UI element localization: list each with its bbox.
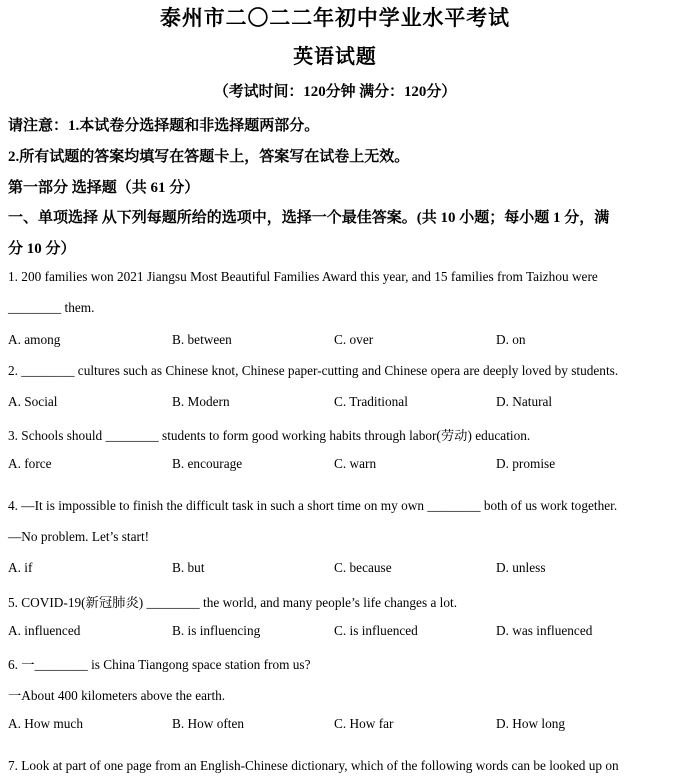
question-4-text: 4. —It is impossible to finish the difficult task in such a short time on my own ________ both of us work together. <box>8 498 618 513</box>
option-a[interactable]: A. force <box>8 456 52 471</box>
section-instruction-line-1: 一、单项选择 从下列每题所给的选项中，选择一个最佳答案。(共 10 小题；每小题 1 分，满 <box>8 210 610 226</box>
question-1-text: 1. 200 families won 2021 Jiangsu Most Beautiful Families Award this year, and 15 families from Taizhou were <box>8 269 598 284</box>
question-2-options <box>0 394 674 412</box>
question-2-text: 2. ________ cultures such as Chinese knot, Chinese paper-cutting and Chinese opera are deeply loved by students. <box>8 363 619 378</box>
option-b[interactable]: B. Modern <box>172 394 230 409</box>
question-3-text: 3. Schools should ________ students to form good working habits through labor(劳动) education. <box>8 428 531 443</box>
part1-heading: 第一部分 选择题（共 61 分） <box>8 180 200 196</box>
option-a[interactable]: A. if <box>8 560 33 575</box>
question-4-options <box>0 560 674 578</box>
option-c[interactable]: C. because <box>334 560 392 575</box>
exam-title: 泰州市二〇二二年初中学业水平考试 <box>160 6 510 30</box>
question-1-options <box>0 332 674 350</box>
option-d[interactable]: D. How long <box>496 716 566 731</box>
note-line-2: 2.所有试题的答案均填写在答题卡上，答案写在试卷上无效。 <box>8 149 410 165</box>
question-6-options <box>0 716 674 734</box>
option-b[interactable]: B. but <box>172 560 205 575</box>
question-5-options <box>0 623 674 641</box>
option-b[interactable]: B. encourage <box>172 456 243 471</box>
section-instruction-line-2: 分 10 分） <box>8 241 76 257</box>
option-b[interactable]: B. How often <box>172 716 245 731</box>
option-c[interactable]: C. How far <box>334 716 394 731</box>
question-4-text-cont: —No problem. Let’s start! <box>8 529 150 544</box>
option-c[interactable]: C. warn <box>334 456 377 471</box>
option-d[interactable]: D. was influenced <box>496 623 593 638</box>
question-7-text: 7. Look at part of one page from an English-Chinese dictionary, which of the following words can be looked up on <box>8 758 619 773</box>
option-c[interactable]: C. is influenced <box>334 623 418 638</box>
option-c[interactable]: C. Traditional <box>334 394 408 409</box>
question-6-text: 6. 一________ is China Tiangong space station from us? <box>8 657 311 672</box>
option-b[interactable]: B. is influencing <box>172 623 261 638</box>
question-6-text-cont: 一About 400 kilometers above the earth. <box>8 688 226 703</box>
exam-subtitle: 英语试题 <box>293 46 377 68</box>
note-line-1: 请注意：1.本试卷分选择题和非选择题两部分。 <box>8 118 320 134</box>
option-a[interactable]: A. Social <box>8 394 58 409</box>
option-a[interactable]: A. How much <box>8 716 83 731</box>
option-c[interactable]: C. over <box>334 332 374 347</box>
option-d[interactable]: D. on <box>496 332 526 347</box>
question-3-options <box>0 456 674 474</box>
question-5-text: 5. COVID-19(新冠肺炎) ________ the world, and many people’s life changes a lot. <box>8 595 458 610</box>
option-a[interactable]: A. influenced <box>8 623 81 638</box>
option-d[interactable]: D. Natural <box>496 394 553 409</box>
question-1-text-cont: ________ them. <box>8 300 95 315</box>
exam-time-info: （考试时间：120分钟 满分：120分） <box>213 84 457 100</box>
option-d[interactable]: D. promise <box>496 456 556 471</box>
option-a[interactable]: A. among <box>8 332 61 347</box>
option-b[interactable]: B. between <box>172 332 232 347</box>
option-d[interactable]: D. unless <box>496 560 546 575</box>
